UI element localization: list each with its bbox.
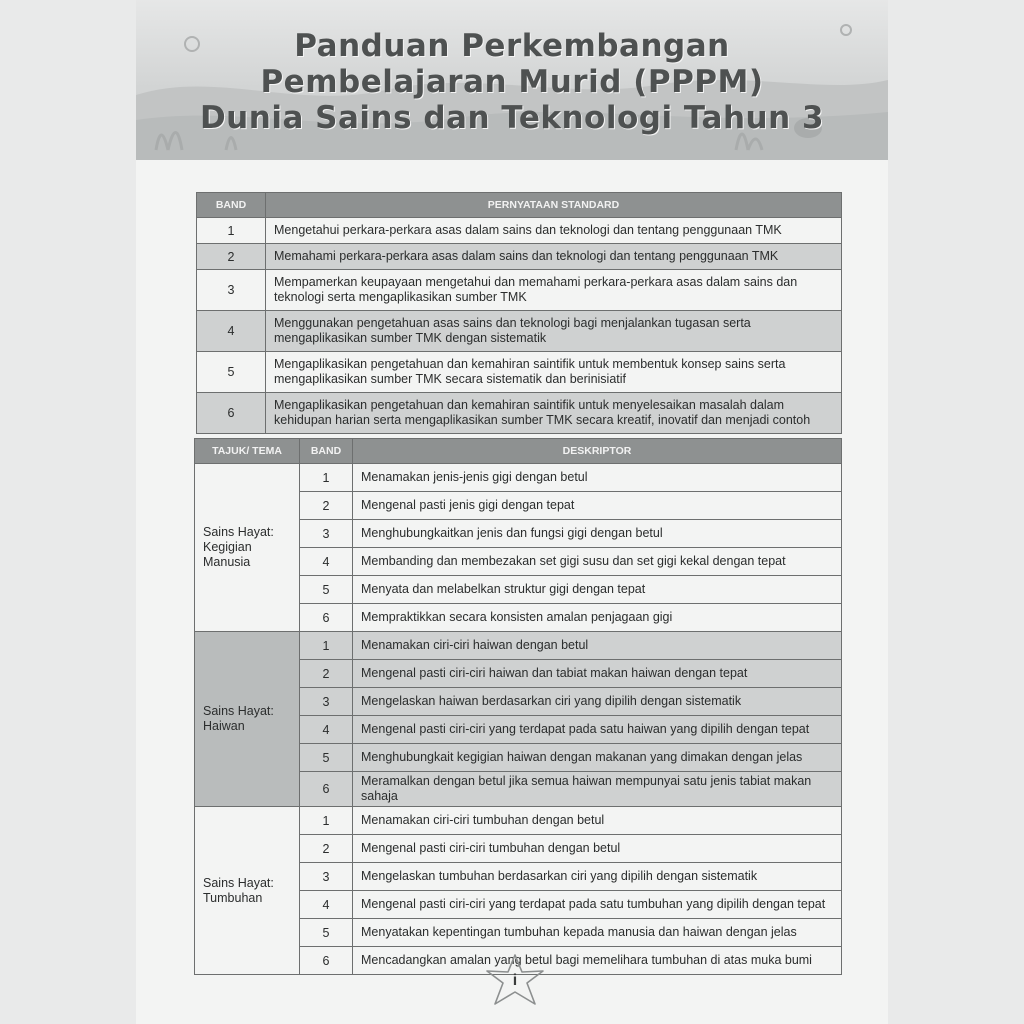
column-header-theme: TAJUK/ TEMA bbox=[195, 439, 300, 464]
statement-cell: Menggunakan pengetahuan asas sains dan teknologi bagi menjalankan tugasan serta mengaplikasikan sumber TMK dengan sistematik bbox=[266, 311, 842, 352]
band-cell: 5 bbox=[300, 744, 353, 772]
descriptor-cell: Meramalkan dengan betul jika semua haiwan mempunyai satu jenis tabiat makan sahaja bbox=[353, 772, 842, 807]
table-row bbox=[197, 244, 842, 270]
statement-cell: Mengaplikasikan pengetahuan dan kemahiran saintifik untuk menyelesaikan masalah dalam kehidupan harian serta mengaplikasikan sumber TMK secara kreatif, inovatif dan menjadi contoh bbox=[266, 393, 842, 434]
table-row bbox=[197, 393, 842, 434]
descriptor-cell: Menyatakan kepentingan tumbuhan kepada manusia dan haiwan dengan jelas bbox=[353, 919, 842, 947]
descriptor-cell: Mempraktikkan secara konsisten amalan penjagaan gigi bbox=[353, 604, 842, 632]
band-cell: 1 bbox=[300, 464, 353, 492]
band-cell: 4 bbox=[197, 311, 266, 352]
table-row bbox=[197, 352, 842, 393]
column-header-descriptor: DESKRIPTOR bbox=[353, 439, 842, 464]
title-line-1: Panduan Perkembangan bbox=[294, 28, 730, 64]
band-cell: 3 bbox=[300, 688, 353, 716]
table-row bbox=[195, 464, 842, 492]
descriptor-cell: Menyata dan melabelkan struktur gigi dengan tepat bbox=[353, 576, 842, 604]
table-header-row bbox=[195, 439, 842, 464]
band-cell: 2 bbox=[300, 492, 353, 520]
page-number: i bbox=[512, 972, 518, 989]
statement-cell: Memahami perkara-perkara asas dalam sains dan teknologi dan tentang penggunaan TMK bbox=[266, 244, 842, 270]
descriptor-cell: Mengenal pasti ciri-ciri yang terdapat pada satu tumbuhan yang dipilih dengan tepat bbox=[353, 891, 842, 919]
table-row bbox=[197, 311, 842, 352]
table-row bbox=[195, 632, 842, 660]
table-row bbox=[195, 807, 842, 835]
band-cell: 6 bbox=[300, 604, 353, 632]
theme-cell: Sains Hayat: Tumbuhan bbox=[195, 807, 300, 975]
band-cell: 4 bbox=[300, 716, 353, 744]
descriptor-cell: Menamakan ciri-ciri haiwan dengan betul bbox=[353, 632, 842, 660]
band-cell: 1 bbox=[300, 632, 353, 660]
band-cell: 6 bbox=[197, 393, 266, 434]
band-cell: 5 bbox=[300, 576, 353, 604]
header-banner bbox=[136, 0, 888, 160]
descriptor-cell: Mengenal pasti ciri-ciri tumbuhan dengan betul bbox=[353, 835, 842, 863]
title-line-2: Pembelajaran Murid (PPPM) bbox=[260, 64, 764, 100]
band-cell: 6 bbox=[300, 772, 353, 807]
descriptor-cell: Mengenal pasti ciri-ciri yang terdapat pada satu haiwan yang dipilih dengan tepat bbox=[353, 716, 842, 744]
band-cell: 3 bbox=[300, 520, 353, 548]
band-cell: 5 bbox=[300, 919, 353, 947]
title-line-3: Dunia Sains dan Teknologi Tahun 3 bbox=[199, 100, 825, 136]
descriptor-cell: Mengelaskan tumbuhan berdasarkan ciri yang dipilih dengan sistematik bbox=[353, 863, 842, 891]
descriptor-cell: Menamakan ciri-ciri tumbuhan dengan betul bbox=[353, 807, 842, 835]
theme-cell: Sains Hayat: Kegigian Manusia bbox=[195, 464, 300, 632]
descriptor-table bbox=[194, 438, 842, 975]
column-header-statement: PERNYATAAN STANDARD bbox=[266, 193, 842, 218]
statement-cell: Mengaplikasikan pengetahuan dan kemahiran saintifik untuk membentuk konsep sains serta mengaplikasikan sumber TMK secara sistematik dan berinisiatif bbox=[266, 352, 842, 393]
column-header-band: BAND bbox=[197, 193, 266, 218]
table-header-row bbox=[197, 193, 842, 218]
descriptor-cell: Menghubungkait kegigian haiwan dengan makanan yang dimakan dengan jelas bbox=[353, 744, 842, 772]
band-cell: 6 bbox=[300, 947, 353, 975]
descriptor-cell: Mengenal pasti ciri-ciri haiwan dan tabiat makan haiwan dengan tepat bbox=[353, 660, 842, 688]
band-cell: 4 bbox=[300, 548, 353, 576]
band-cell: 2 bbox=[197, 244, 266, 270]
theme-cell: Sains Hayat: Haiwan bbox=[195, 632, 300, 807]
band-cell: 3 bbox=[300, 863, 353, 891]
descriptor-cell: Membanding dan membezakan set gigi susu dan set gigi kekal dengan tepat bbox=[353, 548, 842, 576]
band-cell: 2 bbox=[300, 835, 353, 863]
descriptor-cell: Menamakan jenis-jenis gigi dengan betul bbox=[353, 464, 842, 492]
table-row bbox=[197, 270, 842, 311]
band-cell: 2 bbox=[300, 660, 353, 688]
band-cell: 1 bbox=[197, 218, 266, 244]
column-header-band: BAND bbox=[300, 439, 353, 464]
descriptor-cell: Mencadangkan amalan yang betul bagi memelihara tumbuhan di atas muka bumi bbox=[353, 947, 842, 975]
statement-cell: Mengetahui perkara-perkara asas dalam sains dan teknologi dan tentang penggunaan TMK bbox=[266, 218, 842, 244]
band-cell: 4 bbox=[300, 891, 353, 919]
statement-cell: Mempamerkan keupayaan mengetahui dan memahami perkara-perkara asas dalam sains dan teknologi serta mengaplikasikan sumber TMK bbox=[266, 270, 842, 311]
band-cell: 1 bbox=[300, 807, 353, 835]
table-row bbox=[197, 218, 842, 244]
document-page bbox=[136, 0, 888, 1024]
band-cell: 3 bbox=[197, 270, 266, 311]
descriptor-cell: Mengenal pasti jenis gigi dengan tepat bbox=[353, 492, 842, 520]
standards-table bbox=[196, 192, 842, 434]
descriptor-cell: Mengelaskan haiwan berdasarkan ciri yang dipilih dengan sistematik bbox=[353, 688, 842, 716]
descriptor-cell: Menghubungkaitkan jenis dan fungsi gigi dengan betul bbox=[353, 520, 842, 548]
band-cell: 5 bbox=[197, 352, 266, 393]
